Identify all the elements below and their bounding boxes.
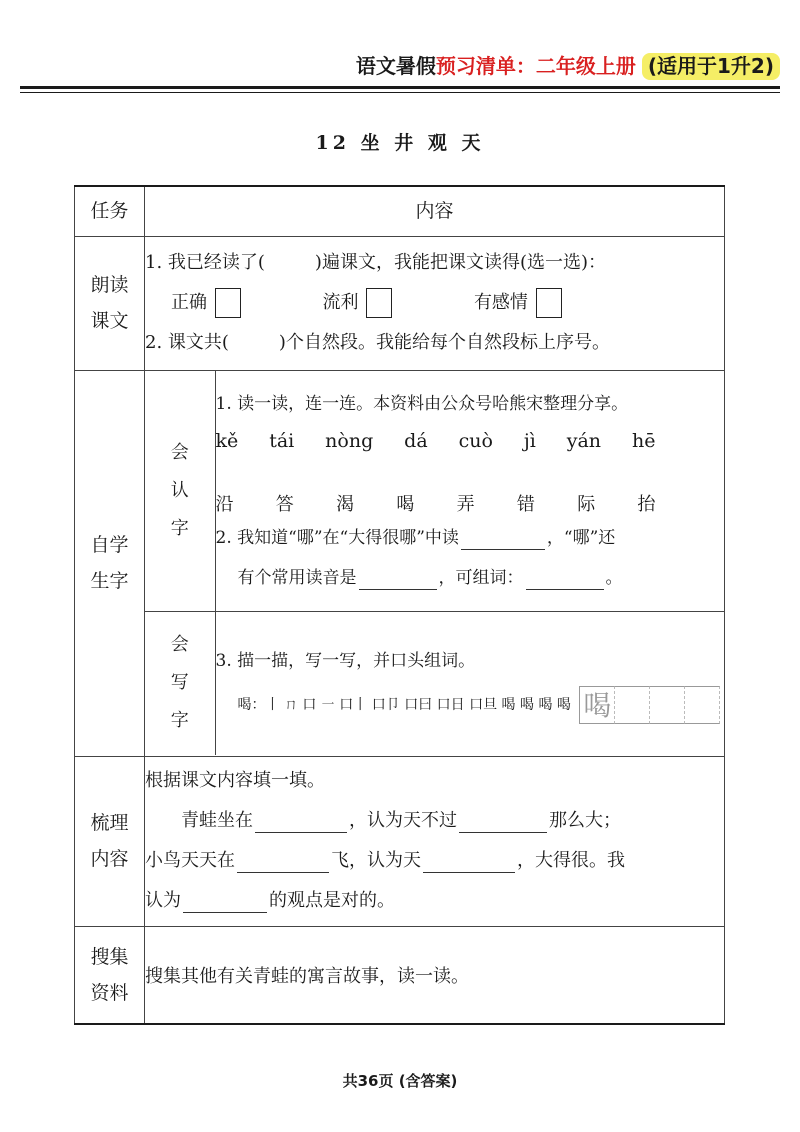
write-cell[interactable] — [649, 686, 685, 724]
reading-count-blank[interactable] — [267, 253, 313, 275]
selfstudy-content — [145, 370, 725, 756]
character-item[interactable]: 弄 — [456, 493, 475, 515]
write-cell[interactable] — [684, 686, 720, 724]
summary-l3-a: 小鸟天天在 — [145, 850, 235, 871]
character-item[interactable]: 抬 — [637, 493, 656, 515]
pinyin-item[interactable]: kě — [215, 429, 239, 452]
reading-l1-a: 1. 我已经读了( — [145, 252, 265, 273]
trace-cell: 喝 — [579, 686, 615, 724]
recognize-label: 会 认 字 — [145, 371, 215, 611]
q2-b: ，“哪”还 — [546, 527, 616, 548]
header-rule-thick — [20, 86, 780, 89]
sky-size-blank[interactable] — [459, 810, 547, 833]
pinyin-item[interactable]: tái — [269, 429, 295, 452]
reading-label: 朗读 课文 — [75, 236, 145, 370]
stroke-sequence: 丨 ㄇ 口 ㇐ 口丨 口卩 口曰 口日 口旦 喝 喝 喝 喝 — [265, 697, 571, 714]
bird-location-blank[interactable] — [237, 850, 329, 873]
q2-e: 。 — [605, 567, 623, 588]
option-emotion-label: 有感情 — [473, 292, 528, 313]
col-task-header: 任务 — [75, 186, 145, 236]
collect-label: 搜集 资料 — [75, 926, 145, 1024]
summary-l4-a: 认为 — [145, 890, 181, 911]
summary-label: 梳理 内容 — [75, 756, 145, 926]
character-item[interactable]: 错 — [516, 493, 535, 515]
sky-desc-blank[interactable] — [423, 850, 515, 873]
write-content — [215, 611, 724, 755]
stroke-prefix: 喝： — [237, 697, 266, 714]
q2-d: ，可组词： — [438, 567, 524, 588]
page-footer: 共36页 (含答案) — [342, 1072, 458, 1090]
write-cell[interactable] — [614, 686, 650, 724]
header-badge: (适用于1升2) — [642, 53, 780, 80]
summary-l3-b: 飞，认为天 — [331, 850, 421, 871]
summary-l4 — [145, 881, 724, 921]
paragraph-count-blank[interactable] — [231, 333, 277, 355]
reading-l3-a: 2. 课文共( — [145, 332, 229, 353]
pinyin-item[interactable]: jì — [523, 429, 536, 452]
summary-l1: 根据课文内容填一填。 — [145, 770, 325, 791]
character-item[interactable]: 际 — [577, 493, 596, 515]
q2-common-reading-blank[interactable] — [359, 567, 437, 590]
q2-reading-blank[interactable] — [461, 527, 545, 550]
reading-l1-b: )遍课文，我能把课文读得(选一选)： — [314, 252, 606, 273]
q2-a: 2. 我知道“哪”在“大得很哪”中读 — [215, 527, 459, 548]
page-header — [356, 50, 780, 79]
reading-line-3 — [145, 323, 724, 363]
lesson-title: 12 坐 井 观 天 — [315, 132, 485, 154]
stroke-line — [216, 685, 725, 725]
pinyin-row — [216, 424, 660, 452]
col-content-header: 内容 — [145, 186, 725, 236]
character-item[interactable]: 喝 — [396, 493, 415, 515]
reading-l3-b: )个自然段。我能给每个自然段标上序号。 — [278, 332, 610, 353]
option-fluent-checkbox[interactable] — [366, 288, 392, 318]
collect-row — [75, 926, 725, 1024]
selfstudy-subtable — [145, 371, 724, 755]
recognize-q2-line1 — [216, 518, 725, 558]
reading-row — [75, 236, 725, 370]
q2-c: 有个常用读音是 — [237, 567, 357, 588]
reading-options — [145, 283, 724, 323]
summary-l2-b: ，认为天不过 — [349, 810, 457, 831]
summary-l2 — [145, 801, 724, 841]
reading-line-1 — [145, 243, 724, 283]
recognize-row — [145, 371, 724, 611]
frog-location-blank[interactable] — [255, 810, 347, 833]
recognize-q1: 1. 读一读，连一连。本资料由公众号哈熊宋整理分享。 — [215, 393, 629, 414]
character-item[interactable]: 渴 — [336, 493, 355, 515]
character-row — [216, 452, 660, 516]
option-fluent-label: 流利 — [322, 292, 359, 313]
character-item[interactable]: 答 — [275, 493, 294, 515]
pinyin-item[interactable]: nòng — [325, 429, 374, 452]
recognize-q2-line2 — [216, 558, 725, 598]
summary-l2-a: 青蛙坐在 — [181, 810, 253, 831]
option-correct-checkbox[interactable] — [215, 288, 241, 318]
summary-l3 — [145, 841, 724, 881]
write-label: 会 写 字 — [145, 611, 215, 755]
header-rule-thin — [20, 92, 780, 93]
worksheet-table — [74, 185, 725, 1025]
pinyin-item[interactable]: cuò — [458, 429, 493, 452]
header-part1: 语文暑假 — [355, 54, 436, 78]
pinyin-item[interactable]: yán — [566, 429, 602, 452]
character-item[interactable]: 沿 — [215, 493, 234, 515]
selfstudy-label: 自学 生字 — [75, 370, 145, 756]
header-row — [75, 186, 725, 236]
summary-content — [145, 756, 725, 926]
q2-word-blank[interactable] — [526, 567, 604, 590]
write-row — [145, 611, 724, 755]
summary-l2-c: 那么大； — [549, 810, 621, 831]
pinyin-item[interactable]: dá — [404, 429, 428, 452]
selfstudy-row — [75, 370, 725, 756]
header-part2: 预习清单：二年级上册 — [435, 54, 636, 78]
recognize-content — [215, 371, 724, 611]
option-correct-label: 正确 — [171, 292, 207, 313]
summary-row — [75, 756, 725, 926]
writing-grid — [579, 685, 719, 725]
collect-content: 搜集其他有关青蛙的寓言故事，读一读。 — [145, 926, 725, 1024]
write-q3: 3. 描一描，写一写，并口头组词。 — [215, 651, 476, 672]
correct-view-blank[interactable] — [183, 890, 267, 913]
reading-content — [145, 236, 725, 370]
option-emotion-checkbox[interactable] — [536, 288, 562, 318]
summary-l3-c: ，大得很。我 — [517, 850, 625, 871]
pinyin-item[interactable]: hē — [631, 429, 656, 452]
summary-l4-b: 的观点是对的。 — [269, 890, 395, 911]
